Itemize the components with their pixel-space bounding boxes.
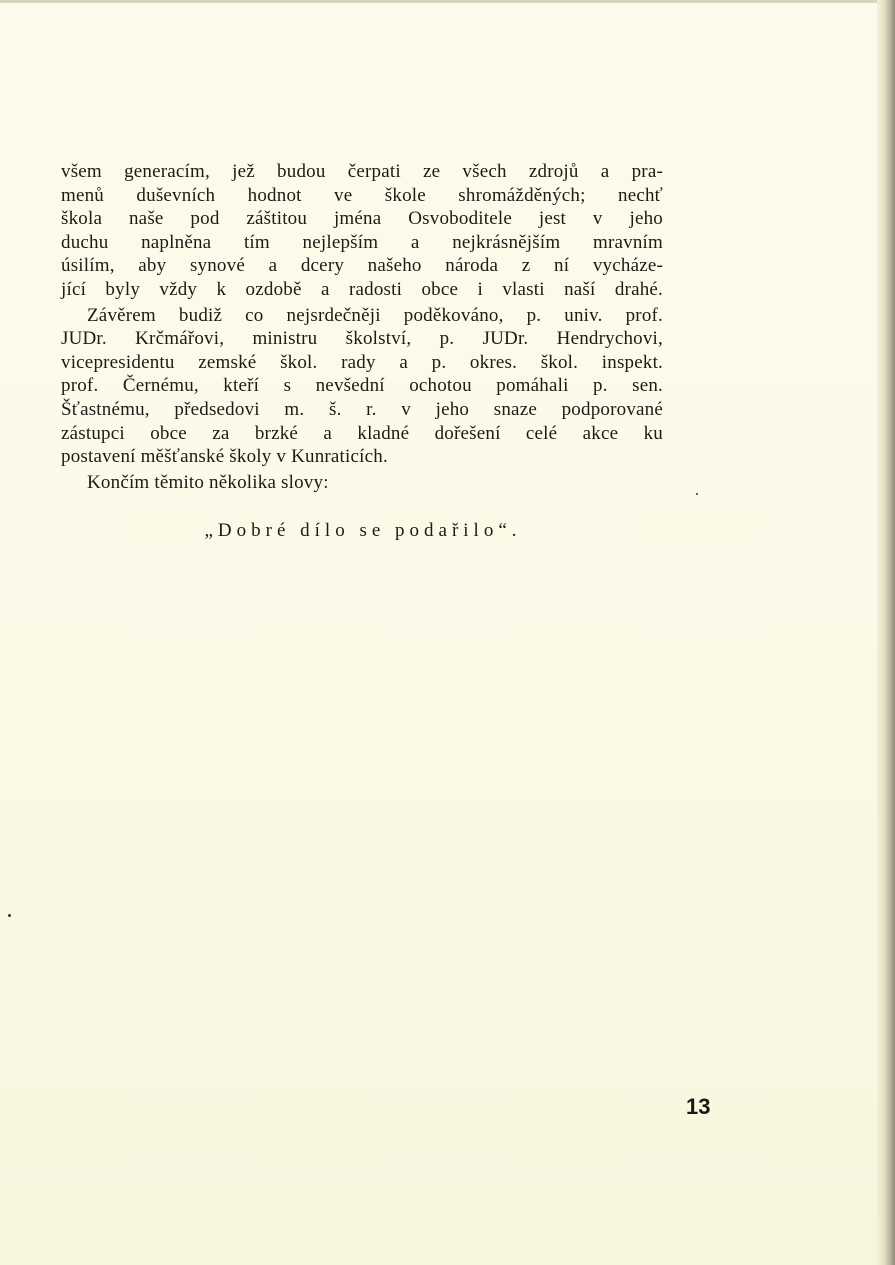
text-line: Šťastnému, předsedovi m. š. r. v jeho snaze podporované: [61, 398, 663, 420]
text-line: úsilím, aby synové a dcery našeho národa z ní vycháze-: [61, 255, 663, 277]
page-number: 13: [686, 1094, 711, 1119]
text-line: Závěrem budiž co nejsrdečněji poděkováno, p. univ. prof.: [87, 304, 663, 326]
page-top-edge: [0, 0, 895, 3]
text-line: jící byly vždy k ozdobě a radosti obce i vlasti naší drahé.: [61, 278, 663, 300]
text-line: škola naše pod záštitou jména Osvoboditele jest v jeho: [61, 208, 663, 230]
text-line: všem generacím, jež budou čerpati ze všech zdrojů a pra-: [61, 161, 663, 182]
body-text: [61, 160, 663, 494]
paper-speck: [8, 914, 11, 917]
text-line: zástupci obce za brzké a kladné dořešení celé akce ku: [61, 422, 663, 444]
text-line: Končím těmito několika slovy:: [87, 471, 329, 493]
text-line: duchu naplněna tím nejlepším a nejkrásnějším mravním: [61, 231, 663, 253]
closing-quote: „Dobré dílo se podařilo“.: [204, 520, 522, 541]
text-line: postavení měšťanské školy v Kunraticích.: [61, 446, 388, 468]
paragraph-1: [61, 160, 663, 302]
text-line: menů duševních hodnot ve škole shromážděných; nechť: [61, 184, 663, 206]
text-line: JUDr. Krčmářovi, ministru školství, p. JUDr. Hendrychovi,: [61, 328, 663, 350]
paper-speck: [696, 493, 698, 495]
page-binding-edge: [877, 0, 895, 1265]
paragraph-3: [61, 471, 663, 495]
text-line: prof. Černému, kteří s nevšední ochotou pomáhali p. sen.: [61, 375, 663, 397]
text-line: vicepresidentu zemské škol. rady a p. okres. škol. inspekt.: [61, 351, 663, 373]
paragraph-2: [61, 304, 663, 469]
